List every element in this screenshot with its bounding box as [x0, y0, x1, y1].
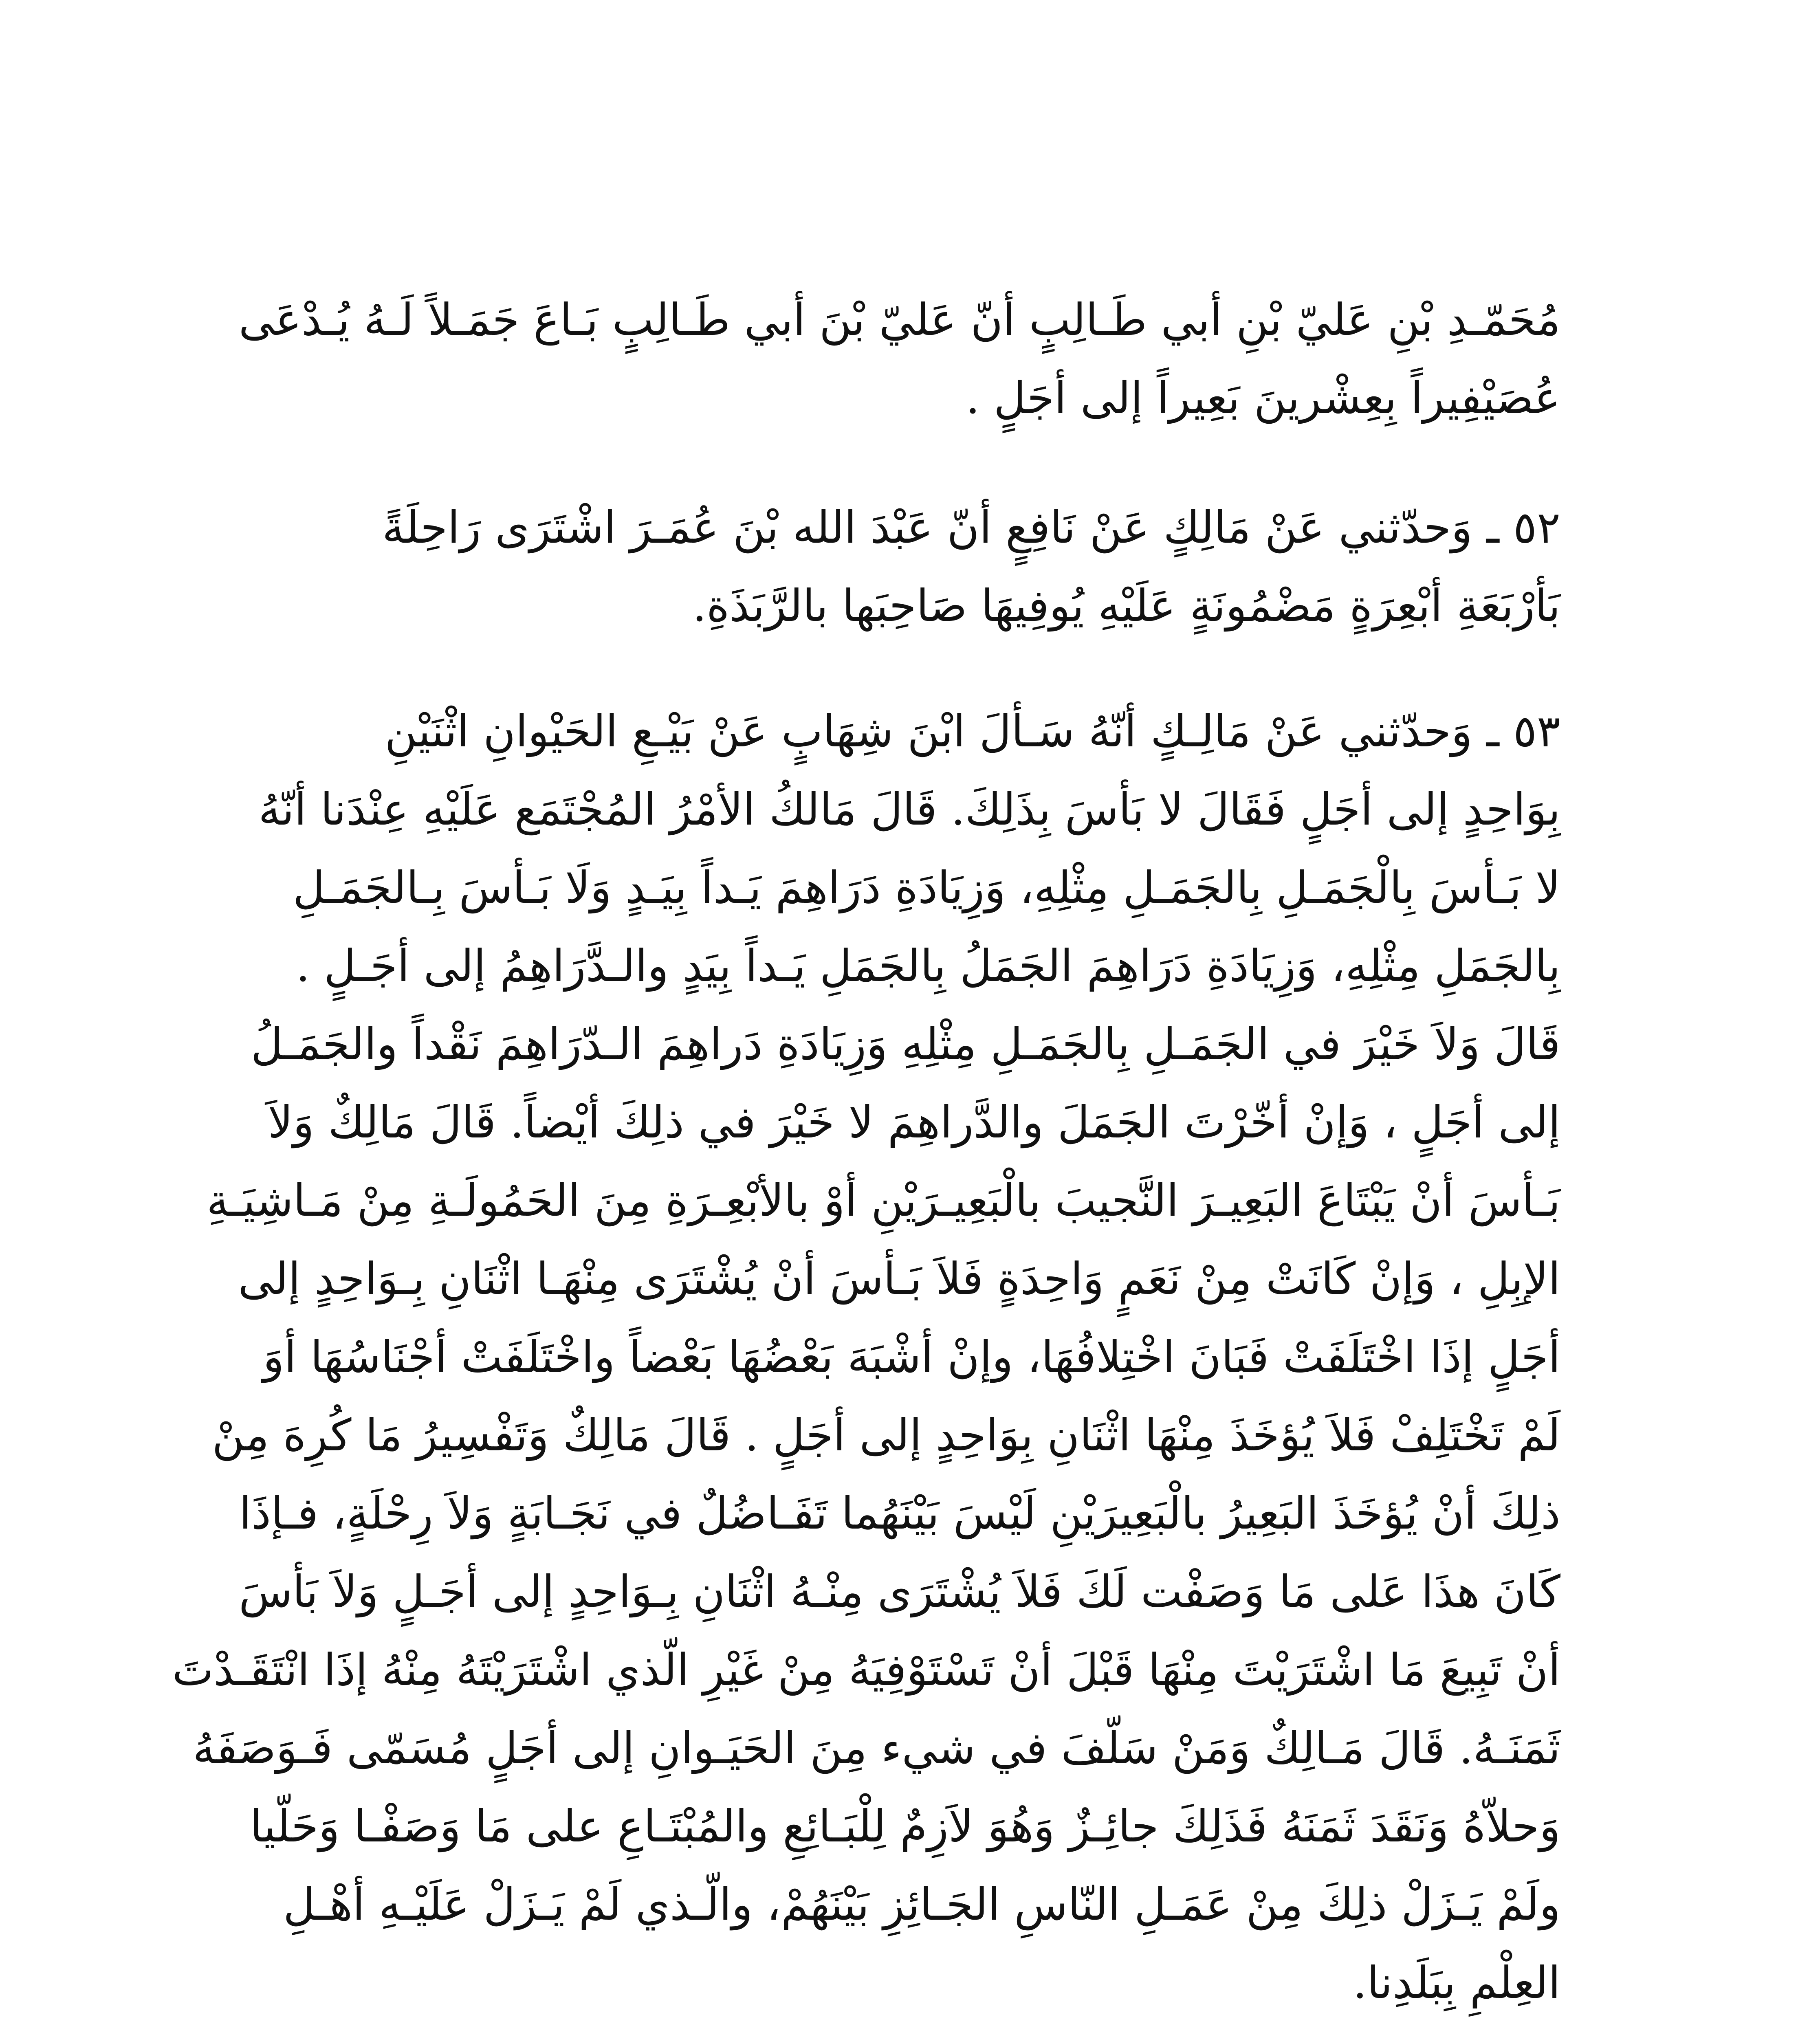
text-line: إلى أجَلٍ ، وَإنْ أخّرْتَ الجَمَلَ والدَّراهِمَ لا خَيْرَ في ذلِكَ أيْضاً. قَالَ مَالِكٌ وَلاَ [268, 1097, 1560, 1148]
text-line: ذلِكَ أنْ يُؤخَذَ البَعِيرُ بالْبَعِيرَيْنِ لَيْسَ بَيْنَهُما تَفَـاضُلٌ في نَجَـابَةٍ وَلاَ رِحْلَةٍ، فـإذَا [239, 1488, 1560, 1539]
text-line: العِلْمِ بِبَلَدِنا. [1353, 1958, 1560, 2008]
text-line: ٥٢ ـ وَحدّثني عَنْ مَالِكٍ عَنْ نَافِعٍ أنّ عَبْدَ الله بْنَ عُمَـرَ اشْتَرَى رَاحِلَةً [382, 502, 1560, 553]
text-line: بِالجَمَلِ مِثْلِهِ، وَزِيَادَةِ دَرَاهِمَ الجَمَلُ بِالجَمَلِ يَـداً بِيَدٍ والـدَّرَاهِمُ إلى أجَـلٍ . [296, 941, 1560, 992]
text-line: ثَمَنَـهُ. قَالَ مَـالِكٌ وَمَنْ سَلّفَ في شيء مِنَ الحَيَـوانِ إلى أجَلٍ مُسَمّى فَـوَصَفَهُ [193, 1723, 1560, 1774]
text-line: بِوَاحِدٍ إلى أجَلٍ فَقَالَ لا بَأسَ بِذَلِكَ. قَالَ مَالكُ الأمْرُ المُجْتَمَع عَلَيْهِ عِنْدَنا أنّهُ [258, 784, 1560, 835]
text-line: قَالَ وَلاَ خَيْرَ في الجَمَـلِ بِالجَمَـلِ مِثْلِهِ وَزِيَادَةِ دَراهِمَ الـدّرَاهِمَ نَقْداً والجَمَـلُ [251, 1019, 1560, 1070]
text-line: وَحلاّهُ وَنَقَدَ ثَمَنَهُ فَذَلِكَ جائِـزٌ وَهُوَ لاَزِمٌ لِلْبَـائِعِ والمُبْتَـاعِ على مَا وَصَفْـا وَحَلّيا [250, 1801, 1560, 1852]
text-line: أجَلٍ إذَا اخْتَلَفَتْ فَبَانَ اخْتِلافُهَا، وإنْ أشْبَهَ بَعْضُهَا بَعْضاً واخْتَلَفَتْ أجْنَاسُهَا أوَ [263, 1332, 1560, 1383]
text-line: بَـأسَ أنْ يَبْتَاعَ البَعِيـرَ النَّجيبَ بالْبَعِيـرَيْنِ أوْ بالأبْعِـرَةِ مِنَ الحَمُولَـةِ مِنْ مَـاشِيَـةِ [206, 1175, 1560, 1226]
text-line: ٥٣ ـ وَحدّثني عَنْ مَالِـكٍ أنّهُ سَـألَ ابْنَ شِهَابٍ عَنْ بَيْـعِ الحَيْوانِ اثْنَيْنِ [385, 706, 1560, 757]
text-line: ولَمْ يَـزَلْ ذلِكَ مِنْ عَمَـلِ النّاسِ الجَـائِزِ بَيْنَهُمْ، والّـذي لَمْ يَـزَلْ عَلَيْـهِ أهْـلِ [283, 1879, 1560, 1930]
text-line: مُحَمّـدِ بْنِ عَليّ بْنِ أبي طَـالِبٍ أنّ عَليّ بْنَ أبي طَـالِبٍ بَـاعَ جَمَـلاً لَـهُ يُـدْعَى [238, 295, 1560, 345]
text-line: لَمْ تَخْتَلِفْ فَلاَ يُؤخَذَ مِنْهَا اثْنَانِ بِوَاحِدٍ إلى أجَلٍ . قَالَ مَالِكٌ وَتَفْسِيرُ مَا كُرِهَ مِنْ [212, 1410, 1560, 1461]
text-line: كَانَ هذَا عَلى مَا وَصَفْت لَكَ فَلاَ يُشْتَرَى مِنْـهُ اثْنَانِ بِـوَاحِدٍ إلى أجَـلٍ وَلاَ بَأسَ [238, 1566, 1560, 1617]
text-line: الإبِلِ ، وَإنْ كَانَتْ مِنْ نَعَمٍ وَاحِدَةٍ فَلاَ بَـأسَ أنْ يُشْتَرَى مِنْهَـا اثْنَانِ بِـوَاحِدٍ إلى [238, 1254, 1560, 1304]
text-line: لا بَـأسَ بِالْجَمَـلِ بِالجَمَـلِ مِثْلِهِ، وَزِيَادَةِ دَرَاهِمَ يَـداً بِيَـدٍ وَلَا بَـأسَ بِـالجَمَـلِ [293, 862, 1560, 913]
paragraph-53 [172, 693, 1560, 2022]
text-line: عُصَيْفِيراً بِعِشْرينَ بَعِيراً إلى أجَلٍ . [966, 373, 1560, 424]
paragraph-52 [350, 489, 1560, 645]
text-line: أنْ تَبِيعَ مَا اشْتَرَيْتَ مِنْهَا قَبْلَ أنْ تَسْتَوْفِيَهُ مِنْ غَيْرِ الّذي اشْتَرَيْتَهُ مِنْهُ إذَا انْتَقَـدْتَ [172, 1645, 1560, 1696]
text-line: بَأرْبَعَةِ أبْعِرَةٍ مَضْمُونَةٍ عَلَيْهِ يُوفِيهَا صَاحِبَها بالرَّبَذَةِ. [692, 581, 1560, 631]
paragraph-continuation [238, 281, 1560, 438]
